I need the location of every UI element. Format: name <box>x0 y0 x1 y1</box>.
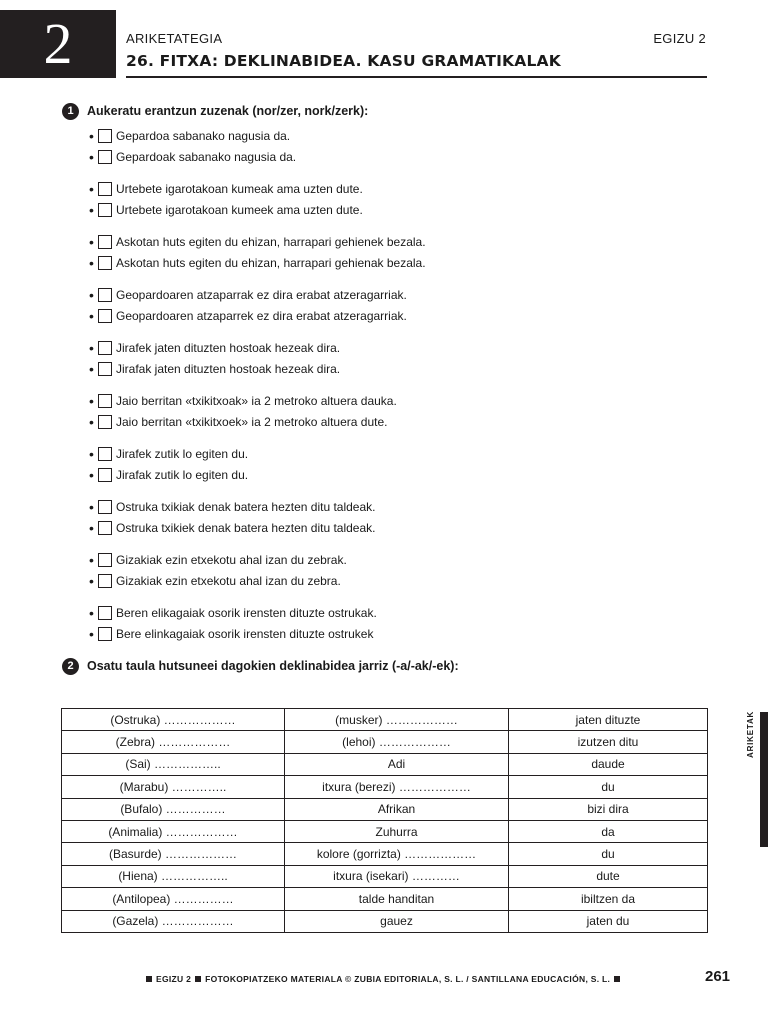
option-checkbox[interactable] <box>98 394 112 408</box>
bullet: • <box>89 446 94 462</box>
option-item <box>89 340 340 356</box>
option-checkbox[interactable] <box>98 256 112 270</box>
bullet: • <box>89 605 94 621</box>
option-item <box>89 149 296 165</box>
table-cell: du <box>509 776 708 798</box>
option-item <box>89 287 407 303</box>
table-row <box>62 910 708 932</box>
bullet: • <box>89 287 94 303</box>
table-cell: du <box>509 843 708 865</box>
square-bullet-icon <box>146 976 152 982</box>
table-cell: kolore (gorrizta) ……………… <box>285 843 509 865</box>
table-cell: (Marabu) ………….. <box>62 776 285 798</box>
option-checkbox[interactable] <box>98 288 112 302</box>
table-row <box>62 820 708 842</box>
unit-number-block: 2 <box>0 10 116 78</box>
table-cell: (Hiena) …………….. <box>62 865 285 887</box>
option-item <box>89 552 347 568</box>
option-item <box>89 414 387 430</box>
bullet: • <box>89 626 94 642</box>
option-checkbox[interactable] <box>98 182 112 196</box>
table-cell: Adi <box>285 753 509 775</box>
option-item <box>89 605 377 621</box>
table-cell: itxura (berezi) ……………… <box>285 776 509 798</box>
table-cell: (musker) ……………… <box>285 709 509 731</box>
bullet: • <box>89 181 94 197</box>
table-cell: ibiltzen da <box>509 888 708 910</box>
table-cell: dute <box>509 865 708 887</box>
option-item <box>89 520 375 536</box>
bullet: • <box>89 202 94 218</box>
table-cell: (Zebra) ……………… <box>62 731 285 753</box>
option-text: Gepardoak sabanako nagusia da. <box>116 150 297 164</box>
option-text: Jirafak zutik lo egiten du. <box>116 468 249 482</box>
option-checkbox[interactable] <box>98 203 112 217</box>
page-title: 26. FITXA: DEKLINABIDEA. KASU GRAMATIKALAK <box>126 52 561 70</box>
option-item <box>89 499 375 515</box>
table-cell: da <box>509 820 708 842</box>
option-item <box>89 234 426 250</box>
exercise-1-number: 1 <box>62 103 79 120</box>
bullet: • <box>89 234 94 250</box>
footer-level: EGIZU 2 <box>156 974 192 984</box>
square-bullet-icon <box>614 976 620 982</box>
bullet: • <box>89 499 94 515</box>
table-row <box>62 709 708 731</box>
bullet: • <box>89 573 94 589</box>
table-row <box>62 865 708 887</box>
title-divider <box>126 76 707 78</box>
option-text: Jaio berritan «txikitxoek» ia 2 metroko altuera dute. <box>116 415 388 429</box>
table-cell: (Ostruka) ……………… <box>62 709 285 731</box>
option-item <box>89 446 248 462</box>
option-text: Geopardoaren atzaparrak ez dira erabat atzeragarriak. <box>116 288 407 302</box>
table-cell: talde handitan <box>285 888 509 910</box>
side-tab-label: ARIKETAK <box>746 710 755 758</box>
option-text: Ostruka txikiak denak batera hezten ditu taldeak. <box>116 500 376 514</box>
bullet: • <box>89 393 94 409</box>
option-checkbox[interactable] <box>98 447 112 461</box>
table-cell: bizi dira <box>509 798 708 820</box>
table-cell: (Antilopea) …………… <box>62 888 285 910</box>
table-cell: daude <box>509 753 708 775</box>
option-text: Gizakiak ezin etxekotu ahal izan du zebra. <box>116 574 341 588</box>
option-text: Beren elikagaiak osorik irensten dituzte ostrukak. <box>116 606 377 620</box>
bullet: • <box>89 308 94 324</box>
option-checkbox[interactable] <box>98 415 112 429</box>
side-tab <box>760 712 768 847</box>
bullet: • <box>89 340 94 356</box>
option-text: Jirafek jaten dituzten hostoak hezeak dira. <box>116 341 341 355</box>
bullet: • <box>89 361 94 377</box>
level-label: EGIZU 2 <box>653 31 706 46</box>
exercise-2-instruction: Osatu taula hutsuneei dagokien deklinabidea jarriz (-a/-ak/-ek): <box>87 659 459 673</box>
option-item <box>89 308 407 324</box>
option-checkbox[interactable] <box>98 606 112 620</box>
table-cell: jaten du <box>509 910 708 932</box>
option-text: Bere elinkagaiak osorik irensten dituzte ostrukek <box>116 627 374 641</box>
option-text: Geopardoaren atzaparrek ez dira erabat atzeragarriak. <box>116 309 407 323</box>
option-checkbox[interactable] <box>98 129 112 143</box>
table-cell: (Bufalo) …………… <box>62 798 285 820</box>
square-bullet-icon <box>195 976 201 982</box>
option-checkbox[interactable] <box>98 574 112 588</box>
section-label: ARIKETATEGIA <box>126 31 223 46</box>
table-row <box>62 843 708 865</box>
table-cell: (Animalia) ……………… <box>62 820 285 842</box>
option-text: Askotan huts egiten du ehizan, harrapari gehienak bezala. <box>116 256 426 270</box>
option-item <box>89 573 341 589</box>
option-text: Gizakiak ezin etxekotu ahal izan du zebrak. <box>116 553 347 567</box>
option-item <box>89 181 363 197</box>
option-item <box>89 467 248 483</box>
option-checkbox[interactable] <box>98 309 112 323</box>
option-text: Urtebete igarotakoan kumeek ama uzten dute. <box>116 203 363 217</box>
table-row <box>62 798 708 820</box>
bullet: • <box>89 467 94 483</box>
table-row <box>62 888 708 910</box>
option-text: Askotan huts egiten du ehizan, harrapari gehienek bezala. <box>116 235 426 249</box>
bullet: • <box>89 552 94 568</box>
table-cell: (Basurde) ……………… <box>62 843 285 865</box>
table-cell: jaten dituzte <box>509 709 708 731</box>
exercise-2-number: 2 <box>62 658 79 675</box>
table-row <box>62 776 708 798</box>
table-cell: Afrikan <box>285 798 509 820</box>
bullet: • <box>89 149 94 165</box>
table-row <box>62 753 708 775</box>
option-checkbox[interactable] <box>98 553 112 567</box>
option-text: Jirafak jaten dituzten hostoak hezeak dira. <box>116 362 341 376</box>
option-checkbox[interactable] <box>98 362 112 376</box>
footer <box>146 974 620 984</box>
option-checkbox[interactable] <box>98 521 112 535</box>
option-checkbox[interactable] <box>98 341 112 355</box>
option-checkbox[interactable] <box>98 627 112 641</box>
footer-copyright: FOTOKOPIATZEKO MATERIALA © ZUBIA EDITORIALA, S. L. / SANTILLANA EDUCACIÓN, S. L. <box>205 974 611 984</box>
table-cell: izutzen ditu <box>509 731 708 753</box>
table-cell: (lehoi) ……………… <box>285 731 509 753</box>
table-row <box>62 731 708 753</box>
option-text: Jirafek zutik lo egiten du. <box>116 447 249 461</box>
page-number: 261 <box>705 968 731 985</box>
table-cell: itxura (isekari) ………… <box>285 865 509 887</box>
option-text: Urtebete igarotakoan kumeak ama uzten dute. <box>116 182 363 196</box>
table-cell: (Sai) …………….. <box>62 753 285 775</box>
option-item <box>89 626 373 642</box>
option-item <box>89 361 340 377</box>
option-checkbox[interactable] <box>98 468 112 482</box>
bullet: • <box>89 128 94 144</box>
table-cell: gauez <box>285 910 509 932</box>
table-cell: Zuhurra <box>285 820 509 842</box>
option-checkbox[interactable] <box>98 235 112 249</box>
bullet: • <box>89 255 94 271</box>
bullet: • <box>89 520 94 536</box>
option-item <box>89 202 363 218</box>
option-checkbox[interactable] <box>98 150 112 164</box>
option-text: Gepardoa sabanako nagusia da. <box>116 129 291 143</box>
table-cell: (Gazela) ……………… <box>62 910 285 932</box>
option-item <box>89 393 397 409</box>
option-item <box>89 128 290 144</box>
bullet: • <box>89 414 94 430</box>
option-text: Jaio berritan «txikitxoak» ia 2 metroko altuera dauka. <box>116 394 397 408</box>
exercise-1-instruction: Aukeratu erantzun zuzenak (nor/zer, nork/zerk): <box>87 104 369 118</box>
option-checkbox[interactable] <box>98 500 112 514</box>
option-item <box>89 255 426 271</box>
option-text: Ostruka txikiek denak batera hezten ditu taldeak. <box>116 521 376 535</box>
declension-table <box>61 708 708 933</box>
